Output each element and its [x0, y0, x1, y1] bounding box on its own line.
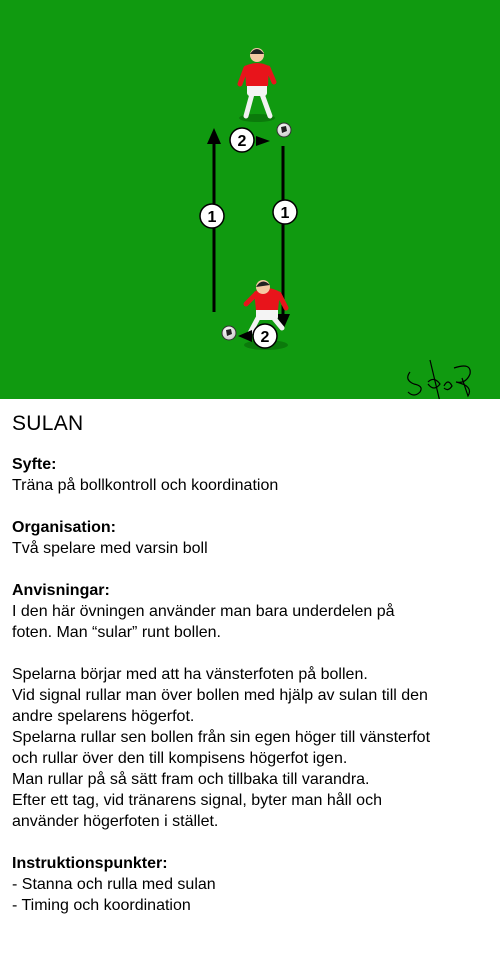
svg-text:2: 2: [237, 133, 247, 150]
paragraph-line: Efter ett tag, vid tränarens signal, byter man håll och: [12, 792, 382, 809]
instruction-point: - Timing och koordination: [12, 897, 191, 914]
section-heading: Syfte:: [12, 456, 57, 473]
paragraph-line: och rullar över den till kompisens högerfot igen.: [12, 750, 348, 767]
svg-text:1: 1: [207, 209, 217, 226]
player-top: [239, 48, 275, 122]
instruction-point: - Stanna och rulla med sulan: [12, 876, 216, 893]
paragraph-line: andre spelarens högerfot.: [12, 708, 195, 725]
section-anvisningar: [12, 580, 492, 832]
signature: [408, 360, 470, 399]
paragraph: [12, 601, 492, 643]
pitch-svg: [0, 0, 500, 399]
section-syfte: [12, 454, 492, 496]
section-text: Två spelare med varsin boll: [12, 540, 208, 557]
paragraph-line: Spelarna rullar sen bollen från sin egen höger till vänsterfot: [12, 729, 431, 746]
pass-marker-bottom: [238, 324, 277, 348]
step-marker-1-right: [273, 200, 297, 224]
section-heading: Instruktionspunkter:: [12, 855, 168, 872]
section-heading: Organisation:: [12, 519, 117, 536]
paragraph-line: Man rullar på så sätt fram och tillbaka till varandra.: [12, 771, 370, 788]
ball-top: [277, 123, 291, 137]
drill-diagram: [0, 0, 500, 399]
paragraph-line: Spelarna börjar med att ha vänsterfoten på bollen.: [12, 666, 368, 683]
paragraph: [12, 664, 492, 832]
paragraph-line: Vid signal rullar man över bollen med hjälp av sulan till den: [12, 687, 428, 704]
paragraph-line: foten. Man “sular” runt bollen.: [12, 624, 221, 641]
section-instruktionspunkter: [12, 853, 492, 916]
svg-text:1: 1: [280, 205, 290, 222]
pass-marker-top: [230, 128, 270, 152]
drill-title: SULAN: [12, 412, 84, 435]
paragraph-line: I den här övningen använder man bara underdelen på: [12, 603, 395, 620]
section-text: Träna på bollkontroll och koordination: [12, 477, 279, 494]
svg-text:2: 2: [260, 329, 270, 346]
paragraph-line: använder högerfoten i stället.: [12, 813, 219, 830]
step-marker-1-left: [200, 204, 224, 228]
section-organisation: [12, 517, 492, 559]
ball-bottom: [222, 326, 236, 340]
drill-description: [12, 412, 492, 937]
section-heading: Anvisningar:: [12, 582, 110, 599]
